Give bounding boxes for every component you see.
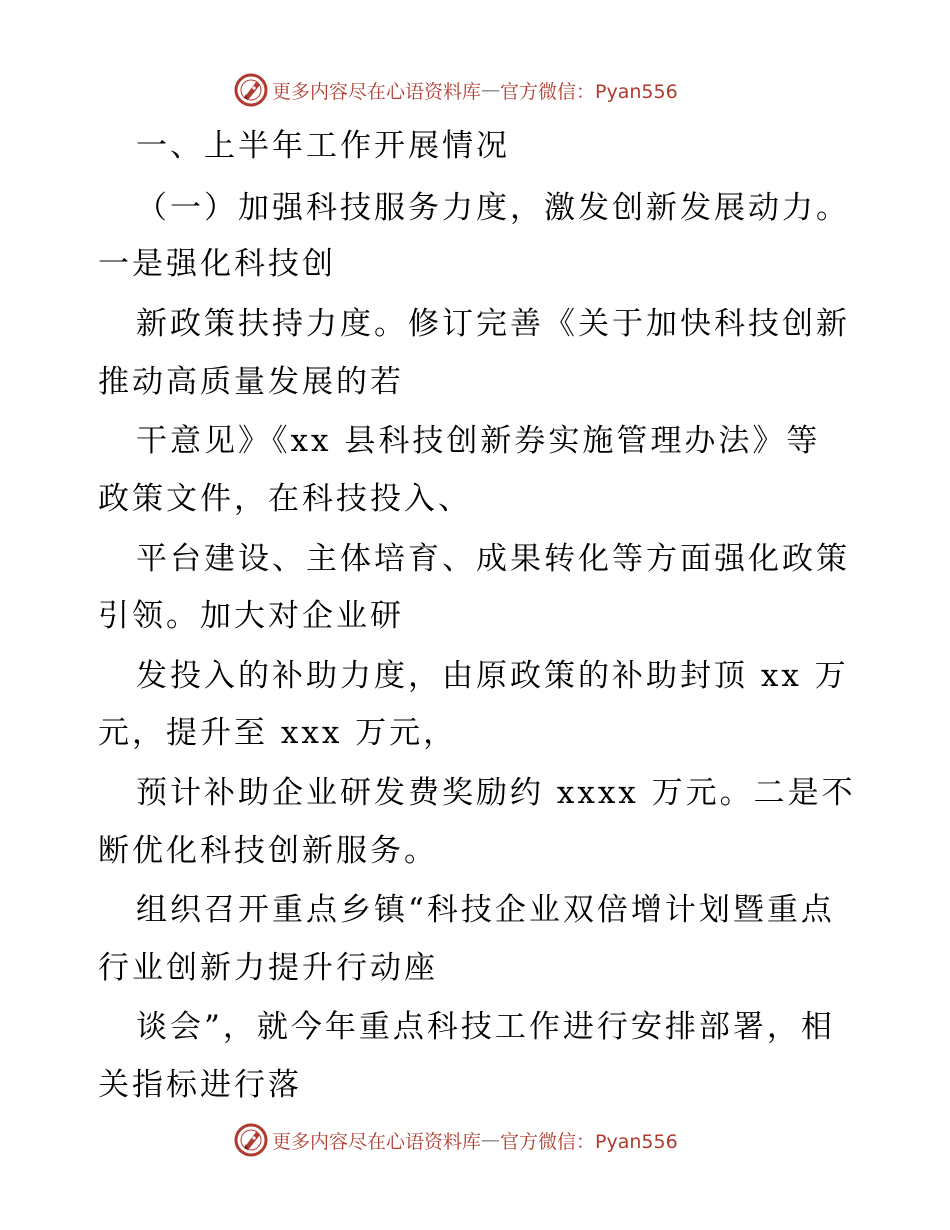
header-watermark <box>234 72 754 108</box>
paragraph-line: 关指标进行落 <box>98 1067 302 1103</box>
paragraph-line: 预计补助企业研发费奖励约 xxxx 万元。二是不 <box>136 775 856 811</box>
paragraph-line: 发投入的补助力度，由原政策的补助封顶 xx 万 <box>136 658 849 694</box>
subsection-heading: （一）加强科技服务力度，激发创新发展动力。 <box>136 190 850 226</box>
paragraph-line: 平台建设、主体培育、成果转化等方面强化政策 <box>136 541 850 577</box>
paragraph-line: 推动高质量发展的若 <box>98 364 404 400</box>
paragraph-line: 断优化科技创新服务。 <box>98 833 438 869</box>
watermark-brand-text: 更多内容尽在心语资料库 <box>272 1130 482 1153</box>
paragraph-line: 干意见》《xx 县科技创新券实施管理办法》等 <box>136 423 821 459</box>
footer-watermark <box>234 1122 754 1158</box>
pen-nib-logo-icon <box>234 1123 268 1157</box>
paragraph-line: 组织召开重点乡镇“科技企业双倍增计划暨重点 <box>136 892 835 928</box>
section-heading: 一、上半年工作开展情况 <box>136 128 510 164</box>
paragraph-line: 元，提升至 xxx 万元， <box>98 715 458 751</box>
paragraph-line: 引领。加大对企业研 <box>98 598 404 634</box>
watermark-wechat-text: 官方微信：Pyan556 <box>500 80 678 103</box>
paragraph-line: 谈会”，就今年重点科技工作进行安排部署，相 <box>136 1009 835 1045</box>
pen-nib-logo-icon <box>234 73 268 107</box>
paragraph-line: 一是强化科技创 <box>98 246 336 282</box>
paragraph-line: 行业创新力提升行动座 <box>98 950 438 986</box>
watermark-brand-text: 更多内容尽在心语资料库 <box>272 80 482 103</box>
watermark-dash: — <box>481 1129 501 1151</box>
watermark-dash: — <box>481 79 501 101</box>
paragraph-line: 新政策扶持力度。修订完善《关于加快科技创新 <box>136 306 850 342</box>
watermark-wechat-text: 官方微信：Pyan556 <box>500 1130 678 1153</box>
paragraph-line: 政策文件，在科技投入、 <box>98 481 472 517</box>
